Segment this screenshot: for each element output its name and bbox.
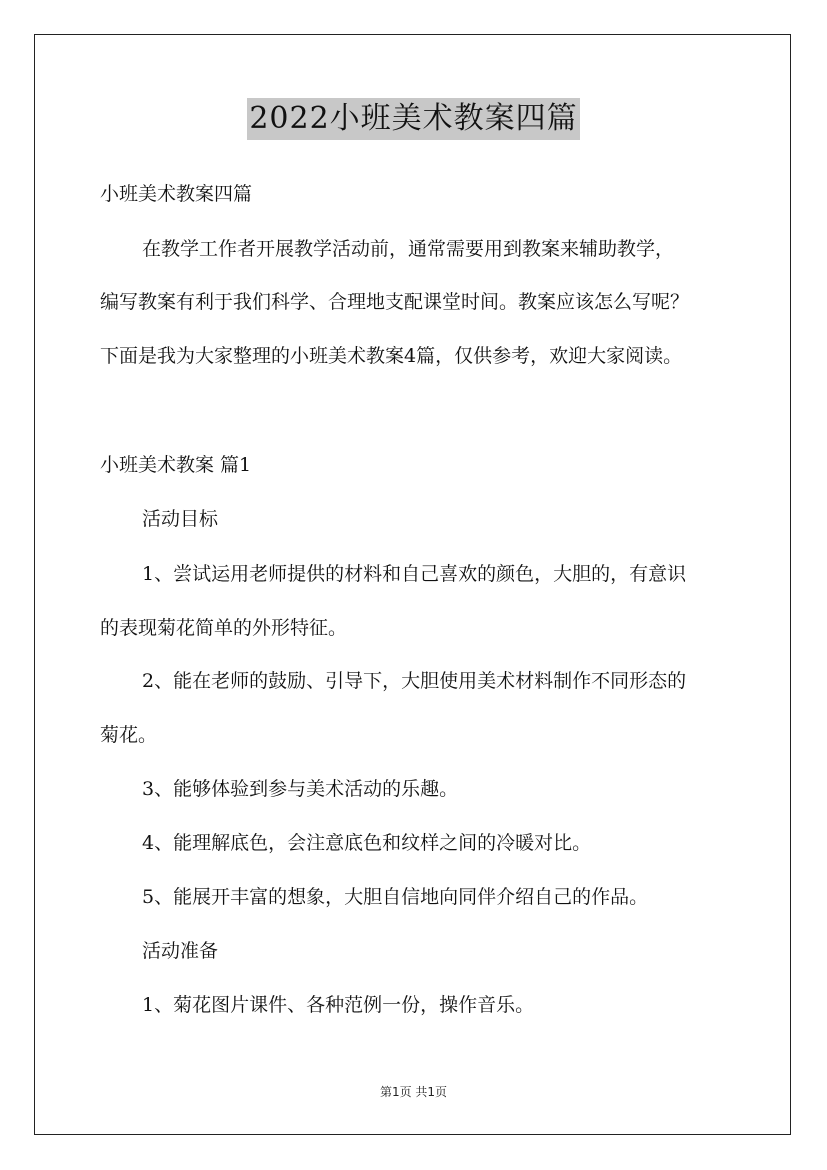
goal-line: 的表现菊花简单的外形特征。: [100, 617, 348, 639]
goal-line: 3、能够体验到参与美术活动的乐趣。: [142, 778, 459, 800]
page-footer: 第1页 共1页: [379, 1085, 448, 1099]
document-subtitle: 小班美术教案四篇: [100, 183, 253, 205]
goal-line: 1、尝试运用老师提供的材料和自己喜欢的颜色，大胆的，有意识: [142, 563, 687, 585]
goal-line: 5、能展开丰富的想象，大胆自信地向同伴介绍自己的作品。: [142, 886, 649, 908]
document-title-text: 2022小班美术教案四篇: [247, 98, 579, 140]
intro-line: 下面是我为大家整理的小班美术教案4篇，仅供参考，欢迎大家阅读。: [100, 345, 683, 367]
document-title: [0, 98, 827, 140]
goals-heading: 活动目标: [142, 508, 219, 530]
intro-line: 在教学工作者开展教学活动前，通常需要用到教案来辅助教学，: [142, 238, 675, 260]
goal-line: 4、能理解底色，会注意底色和纹样之间的冷暖对比。: [142, 832, 592, 854]
prep-line: 1、菊花图片课件、各种范例一份，操作音乐。: [142, 994, 535, 1016]
prep-heading: 活动准备: [142, 940, 219, 962]
goal-line: 菊花。: [100, 724, 158, 746]
goal-line: 2、能在老师的鼓励、引导下，大胆使用美术材料制作不同形态的: [142, 670, 687, 692]
section-heading: 小班美术教案 篇1: [100, 454, 252, 476]
intro-line: 编写教案有利于我们科学、合理地支配课堂时间。教案应该怎么写呢？: [100, 291, 690, 313]
